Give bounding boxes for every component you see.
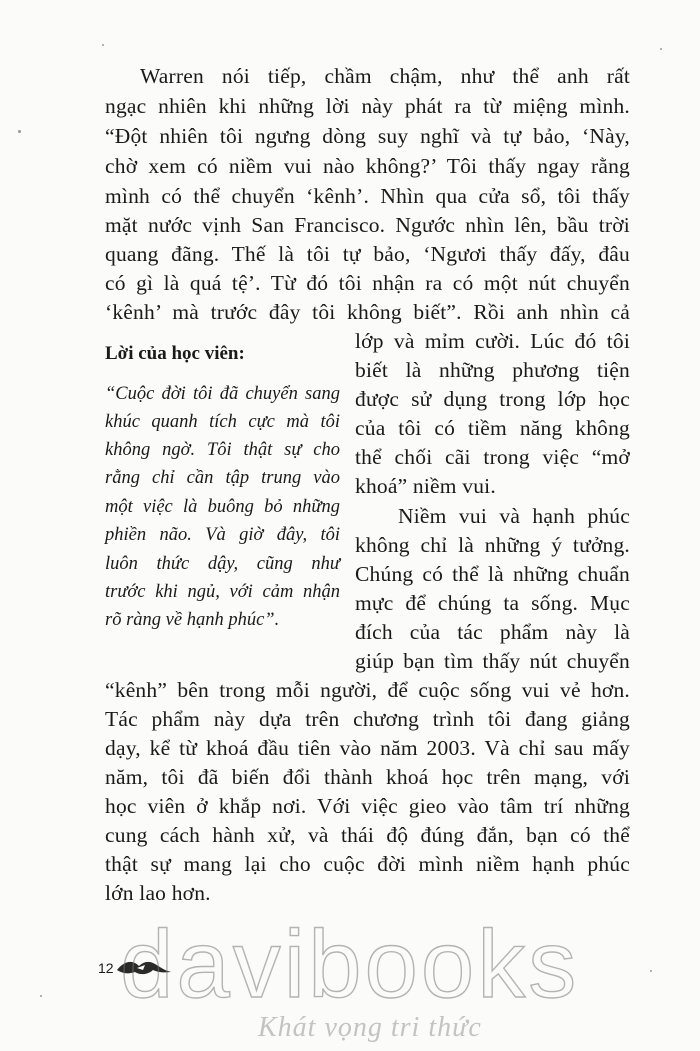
right-column-line: được sử dụng trong lớp học [355,387,630,411]
sidebar-quote-line: luôn thức dậy, cũng như [105,554,340,574]
main-paragraph-line: ‘kênh’ mà trước đây tôi không biết”. Rồi anh nhìn cả [105,300,630,324]
right-column-line: khoá” niềm vui. [355,474,496,498]
bottom-paragraph-line: năm, tôi đã biến đổi thành khoá học trên mạng, với [105,765,630,789]
sidebar-quote-line: không ngờ. Tôi thật sự cho [105,440,340,460]
scan-speck [660,48,662,50]
scan-speck [18,130,21,133]
main-paragraph-line: có gì là quá tệ’. Từ đó tôi nhận ra có một nút chuyển [105,271,630,295]
sidebar-title: Lời của học viên: [105,343,245,364]
main-paragraph-line: mặt nước vịnh San Francisco. Ngước nhìn lên, bầu trời [105,213,630,237]
bottom-paragraph-line: học viên ở khắp nơi. Với việc gieo vào tâm trí những [105,794,630,818]
right-column-line: Niềm vui và hạnh phúc [398,504,630,528]
main-paragraph-line: “Đột nhiên tôi ngưng dòng suy nghĩ và tự bảo, ‘Này, [105,124,630,148]
sidebar-quote-line: rằng chỉ cần tập trung vào [105,468,340,488]
bottom-paragraph-line: Tác phẩm này dựa trên chương trình tôi đang giảng [105,707,630,731]
sidebar-quote-line: rõ ràng về hạnh phúc”. [105,610,280,630]
bottom-paragraph-line: “kênh” bên trong mỗi người, để cuộc sống vui vẻ hơn. [105,678,630,702]
right-column-line: không chỉ là những ý tưởng. [355,533,630,557]
sidebar-quote-line: khúc quanh tích cực mà tôi [105,412,340,432]
bottom-paragraph-line: cung cách hành xử, và thái độ đúng đắn, bạn có thể [105,823,630,847]
main-paragraph-line: Warren nói tiếp, chầm chậm, như thể anh rất [140,64,630,88]
watermark-tagline: Khát vọng tri thức [258,1012,482,1043]
main-paragraph-line: quang đãng. Thế là tôi tự bảo, ‘Ngươi thấy đấy, đâu [105,242,630,266]
sidebar-quote-line: một việc là buông bỏ những [105,497,340,517]
main-paragraph-line: ngạc nhiên khi những lời này phát ra từ miệng mình. [105,94,630,118]
bottom-paragraph-line: thật sự mang lại cho cuộc đời mình niềm hạnh phúc [105,852,630,876]
right-column-line: biết là những phương tiện [355,358,630,382]
sidebar-quote-line: trước khi ngủ, với cảm nhận [105,582,340,602]
right-column-line: giúp bạn tìm thấy nút chuyển [355,649,630,673]
right-column-line: mực để chúng ta sống. Mục [355,591,630,615]
sidebar-quote-line: “Cuộc đời tôi đã chuyển sang [105,384,340,404]
sidebar-quote-line: phiền não. Và giờ đây, tôi [105,525,340,545]
page-number: 12 [98,960,114,976]
right-column-line: Chúng có thể là những chuẩn [355,562,630,586]
right-column-line: của tôi có tiềm năng không [355,416,630,440]
right-column-line: thể chối cãi trong việc “mở [355,445,630,469]
bottom-paragraph-line: lớn lao hơn. [105,881,211,905]
scan-speck [650,970,652,972]
scan-speck [102,44,104,46]
watermark-brand: davibooks [120,911,580,1018]
right-column-line: lớp và mỉm cười. Lúc đó tôi [355,329,630,353]
scan-speck [40,995,42,997]
bottom-paragraph-line: dạy, kể từ khoá đầu tiên vào năm 2003. Và chỉ sau mấy [105,736,630,760]
main-paragraph-line: chờ xem có niềm vui nào không?’ Tôi thấy ngay rằng [105,154,630,178]
main-paragraph-line: mình có thể chuyển ‘kênh’. Nhìn qua cửa sổ, tôi thấy [105,184,630,208]
right-column-line: đích của tác phẩm này là [355,620,630,644]
